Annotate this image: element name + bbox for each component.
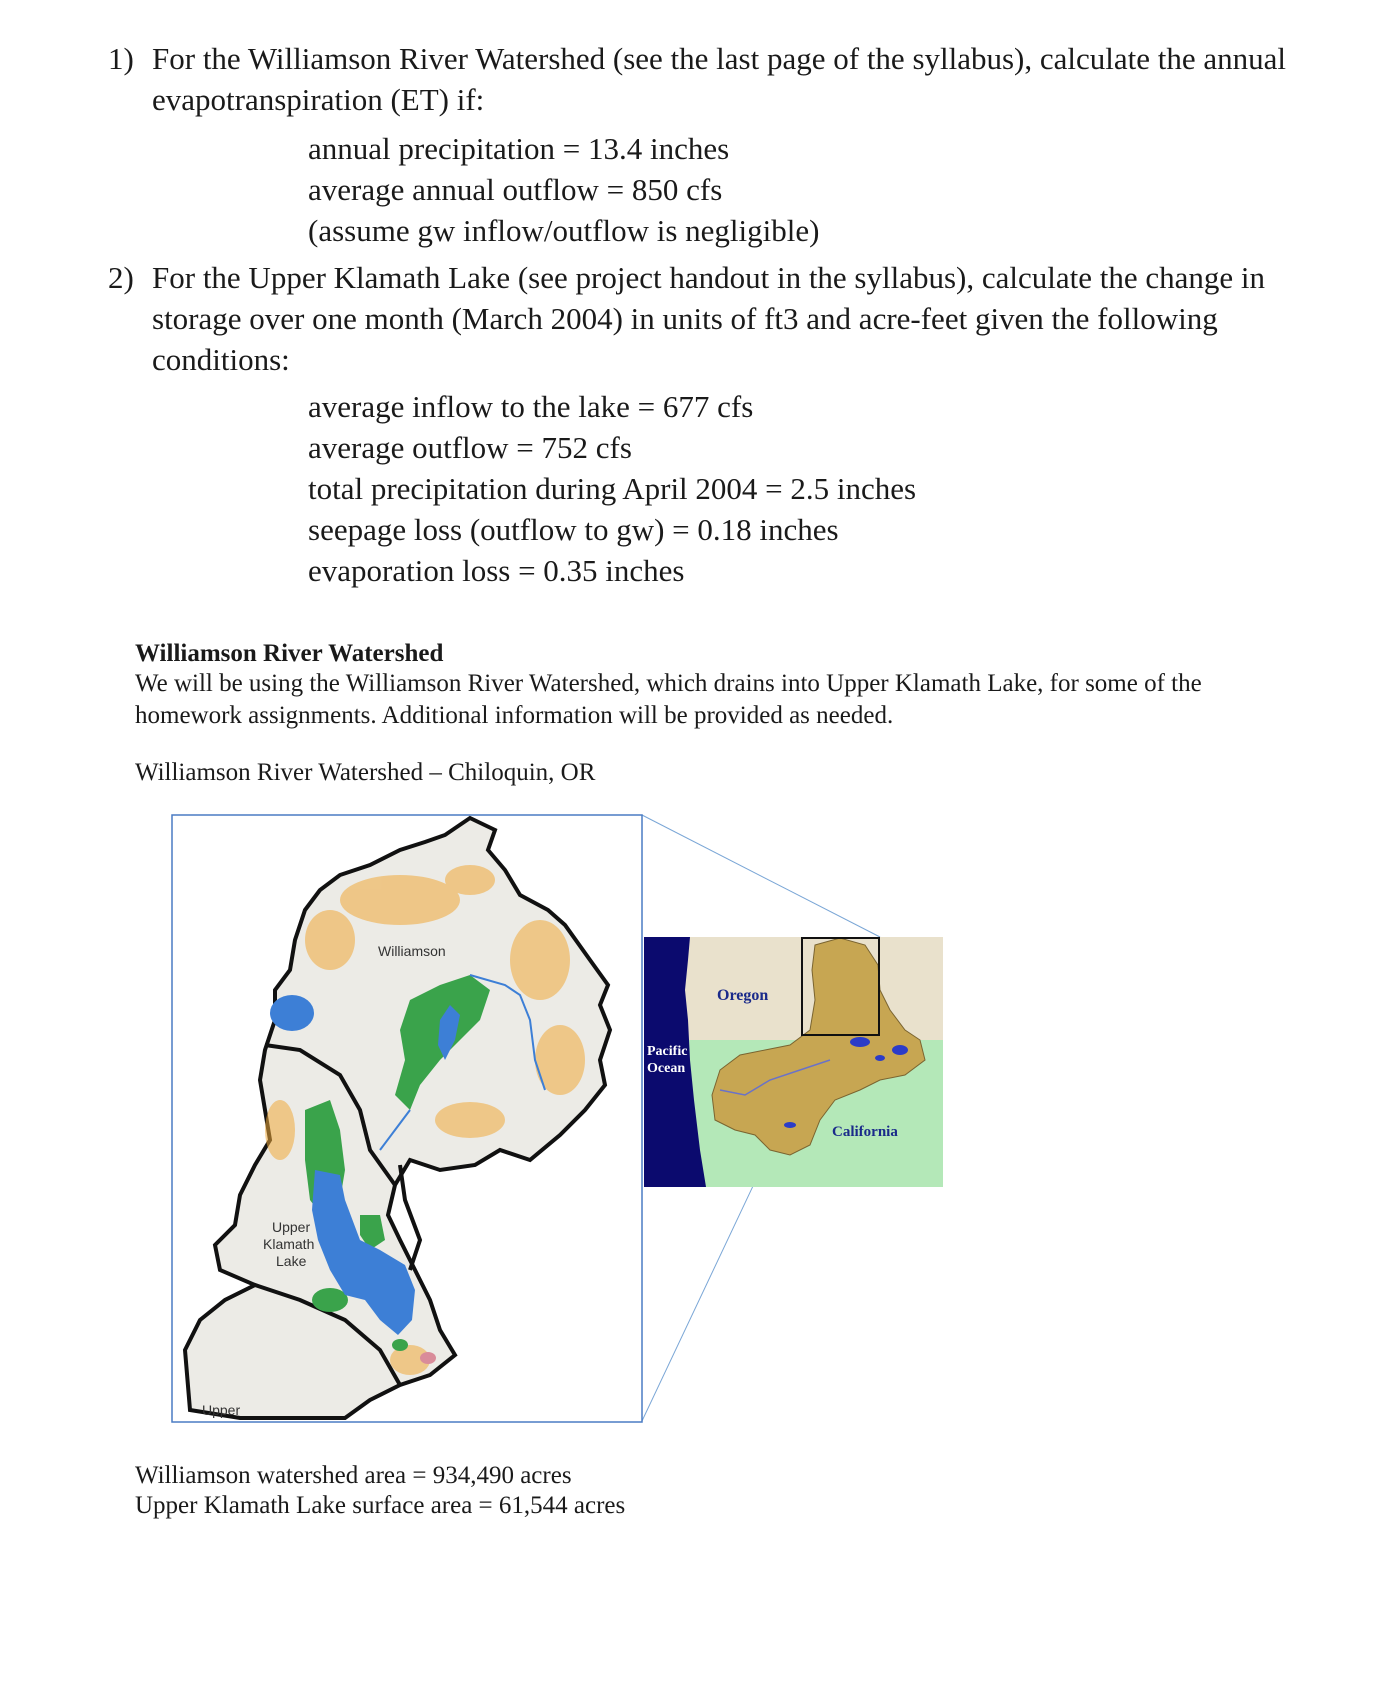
label-lake-3: Lake [276,1253,307,1269]
label-lake-1: Upper [272,1219,311,1235]
section-body: We will be using the Williamson River Watershed, which drains into Upper Klamath Lake, for some of the homework assignments. Additional information will be provided as needed. [135,670,1202,729]
question-1-number: 1) [108,41,134,76]
map-caption: Williamson River Watershed – Chiloquin, OR [135,759,596,786]
question-1-text: For the Williamson River Watershed (see the last page of the syllabus), calculate the annual evapotranspiration (ET) if: [152,41,1287,117]
condition-item: annual precipitation = 13.4 inches [308,131,730,166]
label-pacific-1: Pacific [647,1044,688,1059]
regional-map [644,937,943,1187]
label-lake-2: Klamath [263,1236,315,1252]
condition-item: average inflow to the lake = 677 cfs [308,389,754,424]
condition-item: seepage loss (outflow to gw) = 0.18 inches [308,512,839,547]
watershed-area: Williamson watershed area = 934,490 acres [135,1462,572,1489]
condition-item: evaporation loss = 0.35 inches [308,553,685,588]
condition-item: (assume gw inflow/outflow is negligible) [308,213,820,248]
label-williamson: Williamson [378,943,446,959]
condition-item: average outflow = 752 cfs [308,430,632,465]
label-oregon: Oregon [717,987,769,1004]
condition-item: total precipitation during April 2004 = 2.5 inches [308,471,917,506]
lake-surface-area: Upper Klamath Lake surface area = 61,544 acres [135,1492,626,1519]
condition-item: average annual outflow = 850 cfs [308,172,723,207]
detail-map [172,815,642,1422]
section-title: Williamson River Watershed [135,640,444,667]
question-2-text: For the Upper Klamath Lake (see project handout in the syllabus), calculate the change in storage over one month (March 2004) in units of ft3 and acre-feet given the following conditions: [152,260,1266,377]
question-2-number: 2) [108,260,134,295]
label-pacific-2: Ocean [647,1061,686,1076]
label-california: California [832,1124,898,1140]
label-upper: Upper [202,1402,241,1418]
zoom-line-top [642,815,880,937]
